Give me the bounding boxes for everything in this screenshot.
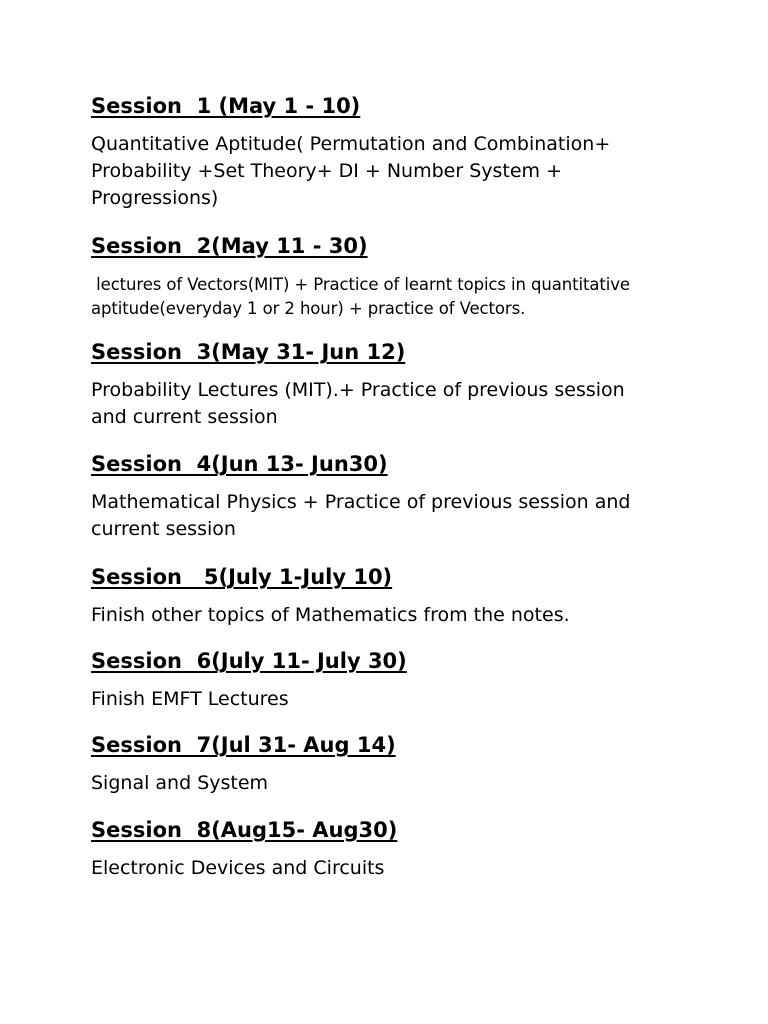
session-3 <box>91 339 691 431</box>
session-2 <box>91 233 691 321</box>
session-6 <box>91 648 691 713</box>
session-description: Mathematical Physics + Practice of previous session and current session <box>91 491 631 540</box>
session-title: Session 7(Jul 31- Aug 14) <box>91 733 396 757</box>
session-description: Signal and System <box>91 772 269 794</box>
session-title: Session 6(July 11- July 30) <box>91 649 407 673</box>
session-1 <box>91 93 691 212</box>
session-title: Session 8(Aug15- Aug30) <box>91 818 398 842</box>
session-description: lectures of Vectors(MIT) + Practice of learnt topics in quantitative aptitude(everyday 1 or 2 hour) + practice of Vectors. <box>91 275 630 318</box>
session-description: Quantitative Aptitude( Permutation and Combination+ Probability +Set Theory+ DI + Number System + Progressions) <box>91 133 611 209</box>
session-title: Session 2(May 11 - 30) <box>91 234 368 258</box>
session-5 <box>91 564 691 629</box>
session-description: Probability Lectures (MIT).+ Practice of previous session and current session <box>91 379 625 428</box>
session-title: Session 4(Jun 13- Jun30) <box>91 452 388 476</box>
session-8 <box>91 817 691 882</box>
session-title: Session 3(May 31- Jun 12) <box>91 340 406 364</box>
session-title: Session 5(July 1-July 10) <box>91 565 393 589</box>
session-description: Finish other topics of Mathematics from the notes. <box>91 604 570 626</box>
session-title: Session 1 (May 1 - 10) <box>91 94 361 118</box>
session-description: Finish EMFT Lectures <box>91 688 289 710</box>
session-4 <box>91 451 691 543</box>
session-description: Electronic Devices and Circuits <box>91 857 385 879</box>
session-7 <box>91 732 691 797</box>
